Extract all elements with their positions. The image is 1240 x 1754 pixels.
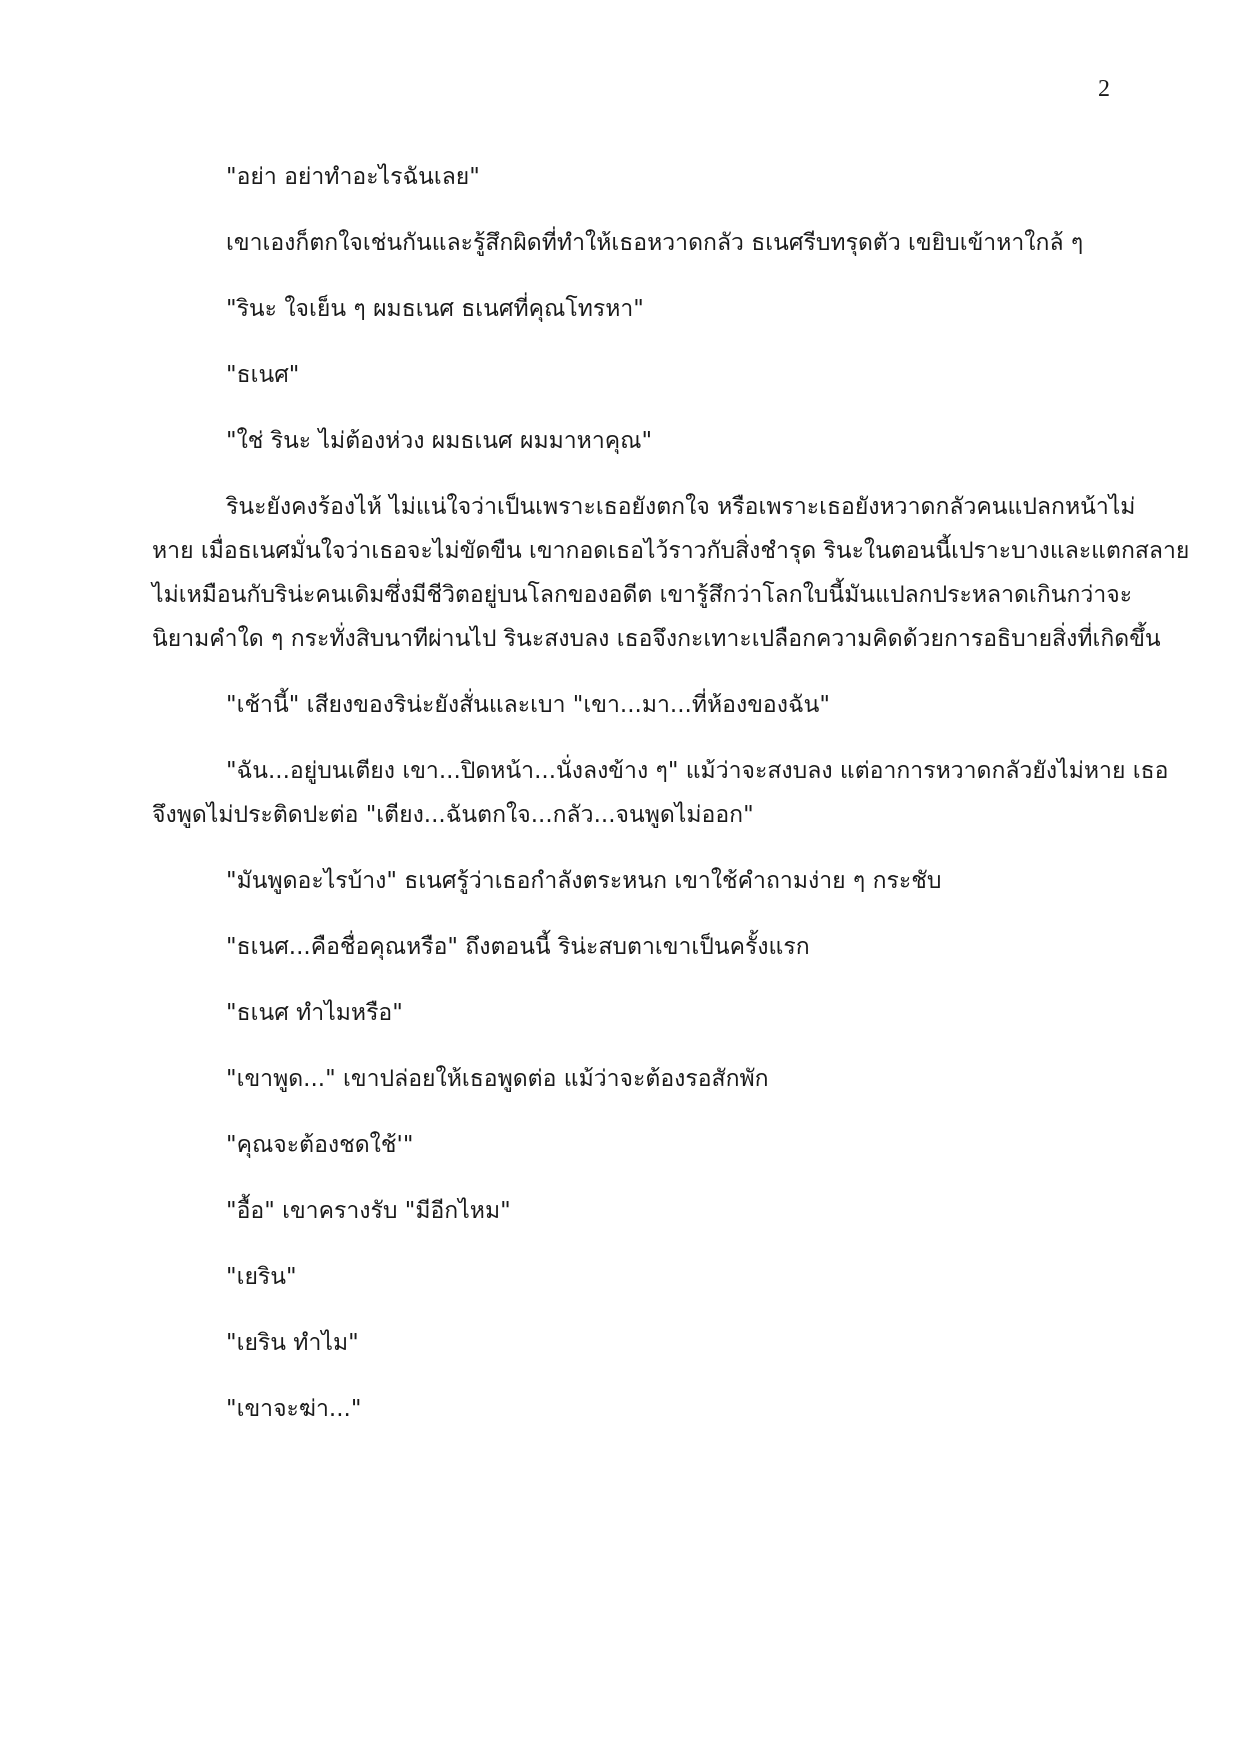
paragraph: "ธเนศ" (226, 362, 300, 388)
paragraph-line: "ฉัน...อยู่บนเตียง เขา...ปิดหน้า...นั่งลงข้าง ๆ" แม้ว่าจะสงบลง แต่อาการหวาดกลัวยังไม่หาย เธอ (226, 758, 1169, 784)
paragraph: "ธเนศ...คือชื่อคุณหรือ" ถึงตอนนี้ ริน่ะสบตาเขาเป็นครั้งแรก (226, 934, 810, 960)
paragraph: "อย่า อย่าทำอะไรฉันเลย" (226, 164, 480, 190)
paragraph: "เยริน" (226, 1264, 297, 1290)
paragraph-line: นิยามคำใด ๆ กระทั่งสิบนาทีผ่านไป รินะสงบลง เธอจึงกะเทาะเปลือกความคิดด้วยการอธิบายสิ่งที่เกิดขึ้น (152, 626, 1161, 652)
paragraph: เขาเองก็ตกใจเช่นกันและรู้สึกผิดที่ทำให้เธอหวาดกลัว ธเนศรีบทรุดตัว เขยิบเข้าหาใกล้ ๆ (226, 230, 1084, 256)
paragraph-line: จึงพูดไม่ประติดปะต่อ "เตียง...ฉันตกใจ...กลัว...จนพูดไม่ออก" (152, 802, 754, 828)
paragraph (152, 486, 1190, 661)
paragraph: "เขาพูด..." เขาปล่อยให้เธอพูดต่อ แม้ว่าจะต้องรอสักพัก (226, 1066, 769, 1092)
paragraph: "ใช่ รินะ ไม่ต้องห่วง ผมธเนศ ผมมาหาคุณ" (226, 428, 653, 454)
paragraph: "รินะ ใจเย็น ๆ ผมธเนศ ธเนศที่คุณโทรหา" (226, 296, 644, 322)
page-number: 2 (1098, 76, 1110, 102)
paragraph (152, 750, 1169, 837)
paragraph: "อื้อ" เขาครางรับ "มีอีกไหม" (226, 1198, 511, 1224)
paragraph: "เยริน ทำไม" (226, 1330, 359, 1356)
paragraph: "มันพูดอะไรบ้าง" ธเนศรู้ว่าเธอกำลังตระหนก เขาใช้คำถามง่าย ๆ กระชับ (226, 868, 942, 894)
body-text (152, 156, 1190, 1454)
paragraph-line: หาย เมื่อธเนศมั่นใจว่าเธอจะไม่ขัดขืน เขากอดเธอไว้ราวกับสิ่งชำรุด รินะในตอนนี้เปราะบางและแตกสลาย (152, 538, 1190, 564)
paragraph-line: ไม่เหมือนกับริน่ะคนเดิมซึ่งมีชีวิตอยู่บนโลกของอดีต เขารู้สึกว่าโลกใบนี้มันแปลกประหลาดเกินกว่าจะ (152, 582, 1133, 608)
paragraph: "คุณจะต้องชดใช้'" (226, 1132, 414, 1158)
paragraph: "เช้านี้" เสียงของริน่ะยังสั่นและเบา "เขา...มา...ที่ห้องของฉัน" (226, 692, 830, 718)
paragraph-line: รินะยังคงร้องไห้ ไม่แน่ใจว่าเป็นเพราะเธอยังตกใจ หรือเพราะเธอยังหวาดกลัวคนแปลกหน้าไม่ (226, 494, 1136, 520)
paragraph: "เขาจะฆ่า..." (226, 1396, 362, 1422)
paragraph: "ธเนศ ทำไมหรือ" (226, 1000, 403, 1026)
